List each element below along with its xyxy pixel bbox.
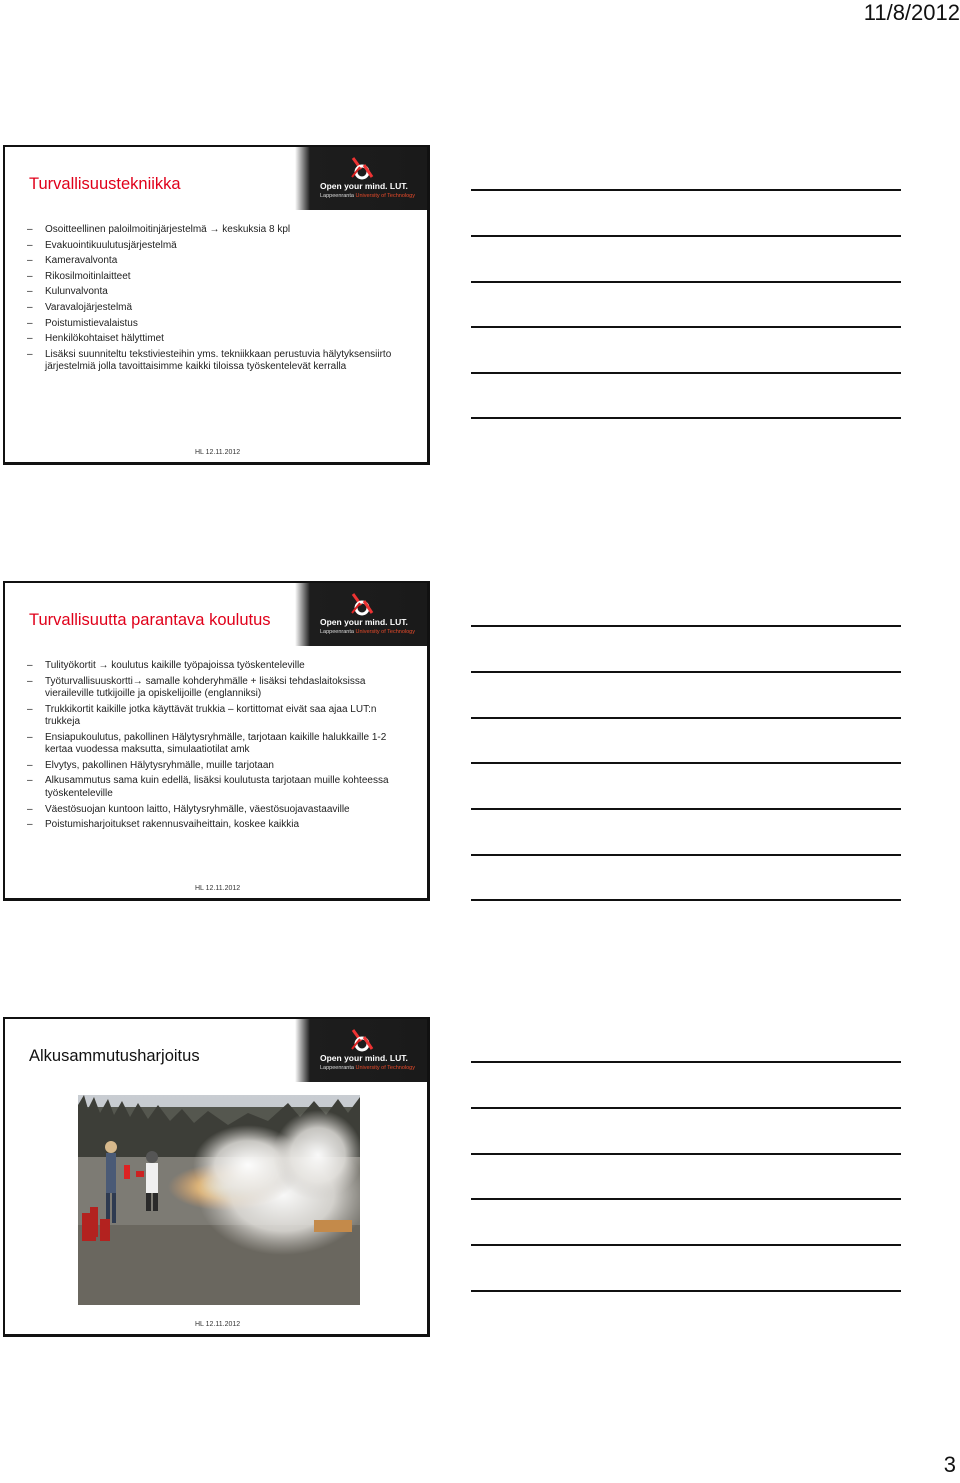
fire-extinguisher-training-photo bbox=[78, 1095, 360, 1305]
list-item: – Poistumistievalaistus bbox=[27, 318, 412, 331]
note-line bbox=[471, 326, 901, 328]
logo-university-a: Lappeenranta bbox=[320, 1065, 356, 1071]
slide-footer: HL 12.11.2012 bbox=[195, 885, 241, 892]
slide-title: Turvallisuustekniikka bbox=[29, 175, 181, 193]
bullet-list bbox=[27, 224, 412, 377]
note-line bbox=[471, 1153, 901, 1155]
logo-university bbox=[320, 193, 415, 199]
note-line bbox=[471, 854, 901, 856]
logo-university bbox=[320, 629, 415, 635]
logo-university-b: University of Technology bbox=[355, 629, 415, 635]
note-line bbox=[471, 1107, 901, 1109]
lut-logo-icon bbox=[348, 591, 374, 617]
list-item: – Työturvallisuuskortti→ samalle kohderyhmälle + lisäksi tehdaslaitoksissa vieraileville tutkijoille ja opiskelijoille (englanniksi) bbox=[27, 676, 412, 701]
note-line bbox=[471, 625, 901, 627]
slide-3 bbox=[3, 1017, 430, 1337]
lut-logo-icon bbox=[348, 1027, 374, 1053]
note-line bbox=[471, 417, 901, 419]
list-item: – Elvytys, pakollinen Hälytysryhmälle, muille tarjotaan bbox=[27, 760, 412, 773]
page-number: 3 bbox=[943, 1452, 956, 1477]
note-line bbox=[471, 1061, 901, 1063]
note-line bbox=[471, 1244, 901, 1246]
lut-logo bbox=[318, 155, 428, 201]
note-line bbox=[471, 762, 901, 764]
list-item: – Evakuointikuulutusjärjestelmä bbox=[27, 240, 412, 253]
note-line bbox=[471, 372, 901, 374]
note-line bbox=[471, 671, 901, 673]
slide-title: Alkusammutusharjoitus bbox=[29, 1047, 200, 1065]
logo-slogan: Open your mind. LUT. bbox=[320, 1053, 408, 1063]
list-item: – Tulityökortit → koulutus kaikille työpajoissa työskenteleville bbox=[27, 660, 412, 673]
logo-university-b: University of Technology bbox=[355, 193, 415, 199]
note-line bbox=[471, 1198, 901, 1200]
list-item: – Alkusammutus sama kuin edellä, lisäksi koulutusta tarjotaan muille kohteessa työskenteleville bbox=[27, 775, 412, 800]
logo-university bbox=[320, 1065, 415, 1071]
note-line bbox=[471, 281, 901, 283]
note-line bbox=[471, 899, 901, 901]
slide-1 bbox=[3, 145, 430, 465]
page-date: 11/8/2012 bbox=[863, 0, 960, 25]
logo-slogan: Open your mind. LUT. bbox=[320, 617, 408, 627]
list-item: – Kulunvalvonta bbox=[27, 286, 412, 299]
note-line bbox=[471, 189, 901, 191]
list-item: – Rikosilmoitinlaitteet bbox=[27, 271, 412, 284]
logo-university-b: University of Technology bbox=[355, 1065, 415, 1071]
note-line bbox=[471, 235, 901, 237]
list-item: – Henkilökohtaiset hälyttimet bbox=[27, 333, 412, 346]
list-item: – Varavalojärjestelmä bbox=[27, 302, 412, 315]
list-item: – Trukkikortit kaikille jotka käyttävät trukkia – kortittomat eivät saa ajaa LUT:n trukkeja bbox=[27, 704, 412, 729]
logo-university-a: Lappeenranta bbox=[320, 193, 356, 199]
lut-logo bbox=[318, 1027, 428, 1073]
note-line bbox=[471, 808, 901, 810]
bullet-list bbox=[27, 660, 412, 835]
list-item: – Osoitteellinen paloilmoitinjärjestelmä → keskuksia 8 kpl bbox=[27, 224, 412, 237]
list-item: – Ensiapukoulutus, pakollinen Hälytysryhmälle, tarjotaan kaikille halukkaille 1-2 kertaa vuodessa maksutta, simulaatiotilat amk bbox=[27, 732, 412, 757]
logo-university-a: Lappeenranta bbox=[320, 629, 356, 635]
lut-logo bbox=[318, 591, 428, 637]
list-item: – Poistumisharjoitukset rakennusvaiheittain, koskee kaikkia bbox=[27, 819, 412, 832]
logo-slogan: Open your mind. LUT. bbox=[320, 181, 408, 191]
slide-footer: HL 12.11.2012 bbox=[195, 449, 241, 456]
note-line bbox=[471, 717, 901, 719]
list-item: – Lisäksi suunniteltu tekstiviesteihin yms. tekniikkaan perustuvia hälytyksensiirto järjestelmiä jolla tavoittaisimme kaikki tiloissa työskentelevät kerralla bbox=[27, 349, 412, 374]
list-item: – Kameravalvonta bbox=[27, 255, 412, 268]
lut-logo-icon bbox=[348, 155, 374, 181]
note-line bbox=[471, 1290, 901, 1292]
slide-footer: HL 12.11.2012 bbox=[195, 1321, 241, 1328]
list-item: – Väestösuojan kuntoon laitto, Hälytysryhmälle, väestösuojavastaaville bbox=[27, 804, 412, 817]
slide-title: Turvallisuutta parantava koulutus bbox=[29, 611, 271, 629]
slide-2 bbox=[3, 581, 430, 901]
